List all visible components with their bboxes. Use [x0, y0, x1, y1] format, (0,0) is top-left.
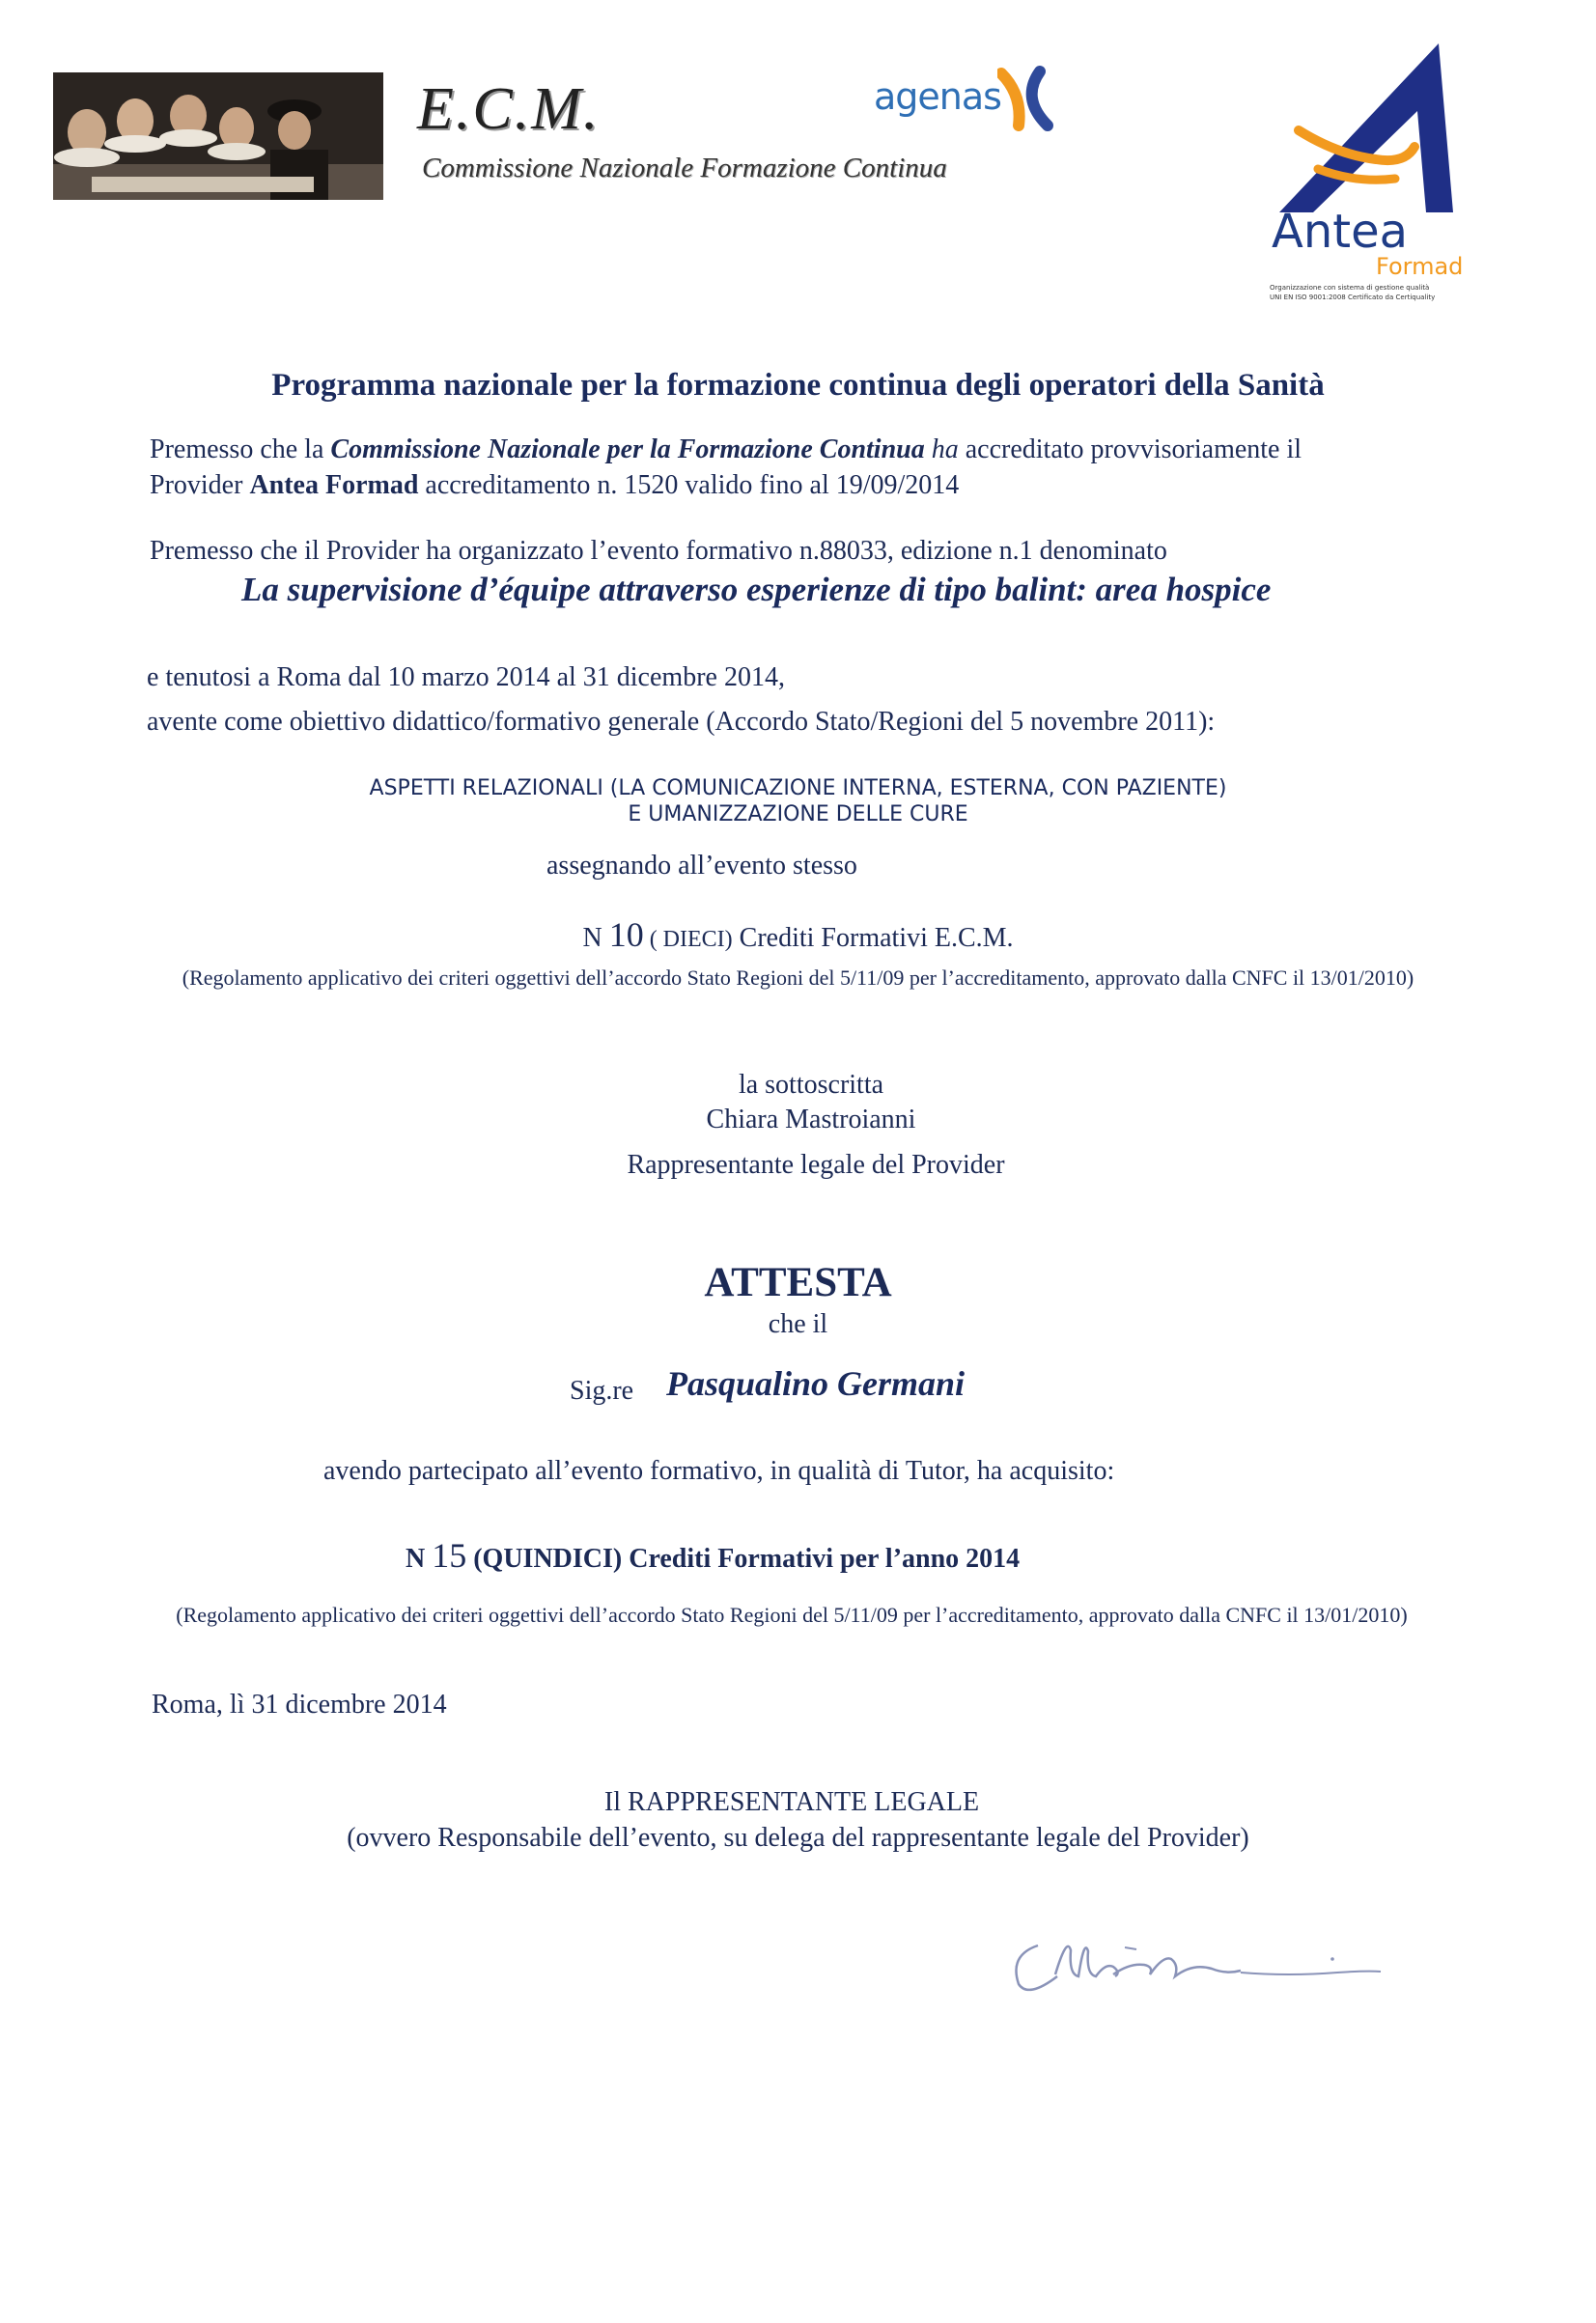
- handwritten-signature: [999, 1917, 1434, 2023]
- ecm-title: E.C.M.: [417, 76, 601, 142]
- premise-ha: ha: [924, 434, 959, 464]
- provider-name: Antea Formad: [249, 470, 419, 500]
- agenas-x-icon: [997, 66, 1073, 133]
- credits-number: 15: [432, 1536, 467, 1575]
- antea-logo-caption: Organizzazione con sistema di gestione qualità: [1270, 284, 1430, 292]
- event-credits-label: Crediti Formativi E.C.M.: [732, 923, 1014, 953]
- event-dates: e tenutosi a Roma dal 10 marzo 2014 al 31 dicembre 2014,: [147, 662, 785, 692]
- agenas-logo: [874, 66, 1072, 133]
- attesta-heading: ATTESTA: [704, 1260, 892, 1305]
- provider-prefix: Provider: [150, 470, 250, 500]
- anatomy-lesson-painting-image: [53, 72, 383, 200]
- place-date: Roma, lì 31 dicembre 2014: [152, 1690, 447, 1720]
- acquired-credits: [406, 1535, 1020, 1576]
- participation-text: avendo partecipato all’evento formativo, in qualità di Tutor, ha acquisito:: [323, 1456, 1115, 1486]
- premise-event: Premesso che il Provider ha organizzato l’evento formativo n.88033, edizione n.1 denominato: [150, 536, 1167, 566]
- commission-name: Commissione Nazionale per la Formazione Continua: [330, 434, 925, 464]
- participant-name: Pasqualino Germani: [666, 1364, 966, 1403]
- antea-logo-caption: UNI EN ISO 9001:2008 Certificato da Certiquality: [1270, 294, 1436, 301]
- antea-logo-name: Antea: [1272, 205, 1409, 259]
- legal-rep-note: (ovvero Responsabile dell’evento, su delega del rappresentante legale del Provider): [347, 1823, 1249, 1853]
- antea-formad-logo: [1260, 39, 1474, 309]
- premise-suffix: accreditato provvisoriamente il: [958, 434, 1302, 464]
- accreditation-text: accreditamento n. 1520 valido fino al 19/09/2014: [418, 470, 960, 500]
- regulation-note-1: (Regolamento applicativo dei criteri oggettivi dell’accordo Stato Regioni del 5/11/09 per l’accreditamento, approvato dalla CNFC il 13/01/2010): [182, 966, 1414, 990]
- premise-provider-line-1: [150, 432, 1302, 467]
- signer-role: Rappresentante legale del Provider: [627, 1150, 1005, 1180]
- objective-line-1: ASPETTI RELAZIONALI (LA COMUNICAZIONE INTERNA, ESTERNA, CON PAZIENTE): [369, 776, 1227, 800]
- antea-logo-sub: Formad: [1376, 253, 1464, 280]
- event-title: La supervisione d’équipe attraverso esperienze di tipo balint: area hospice: [241, 571, 1272, 608]
- ecm-logo-painting: [53, 72, 383, 200]
- legal-rep-title: Il RAPPRESENTANTE LEGALE: [603, 1787, 980, 1817]
- premise-prefix: Premesso che la: [150, 434, 331, 464]
- signer-name: Chiara Mastroianni: [706, 1105, 916, 1134]
- objective-line-2: E UMANIZZAZIONE DELLE CURE: [628, 802, 968, 826]
- assigning-text: assegnando all’evento stesso: [546, 851, 857, 881]
- event-credits-words: ( DIECI): [643, 927, 733, 952]
- premise-provider-line-2: [150, 467, 959, 503]
- ecm-subtitle: Commissione Nazionale Formazione Continua: [422, 153, 947, 183]
- credits-n: N: [406, 1544, 433, 1574]
- undersigned-label: la sottoscritta: [738, 1070, 884, 1100]
- che-il-text: che il: [768, 1309, 828, 1339]
- event-credits: [0, 917, 1596, 958]
- agenas-logo-text: agenas: [874, 75, 1001, 118]
- credits-label: (QUINDICI) Crediti Formativi per l’anno 2014: [466, 1544, 1021, 1574]
- main-title: Programma nazionale per la formazione continua degli operatori della Sanità: [271, 368, 1325, 403]
- event-credits-n: N: [582, 923, 609, 953]
- regulation-note-2: (Regolamento applicativo dei criteri oggettivi dell’accordo Stato Regioni del 5/11/09 per l’accreditamento, approvato dalla CNFC il 13/01/2010): [176, 1603, 1408, 1627]
- sig-label: Sig.re: [570, 1376, 634, 1406]
- event-objective-intro: avente come obiettivo didattico/formativo generale (Accordo Stato/Regioni del 5 novembre 2011):: [147, 707, 1216, 737]
- event-credits-number: 10: [608, 915, 644, 954]
